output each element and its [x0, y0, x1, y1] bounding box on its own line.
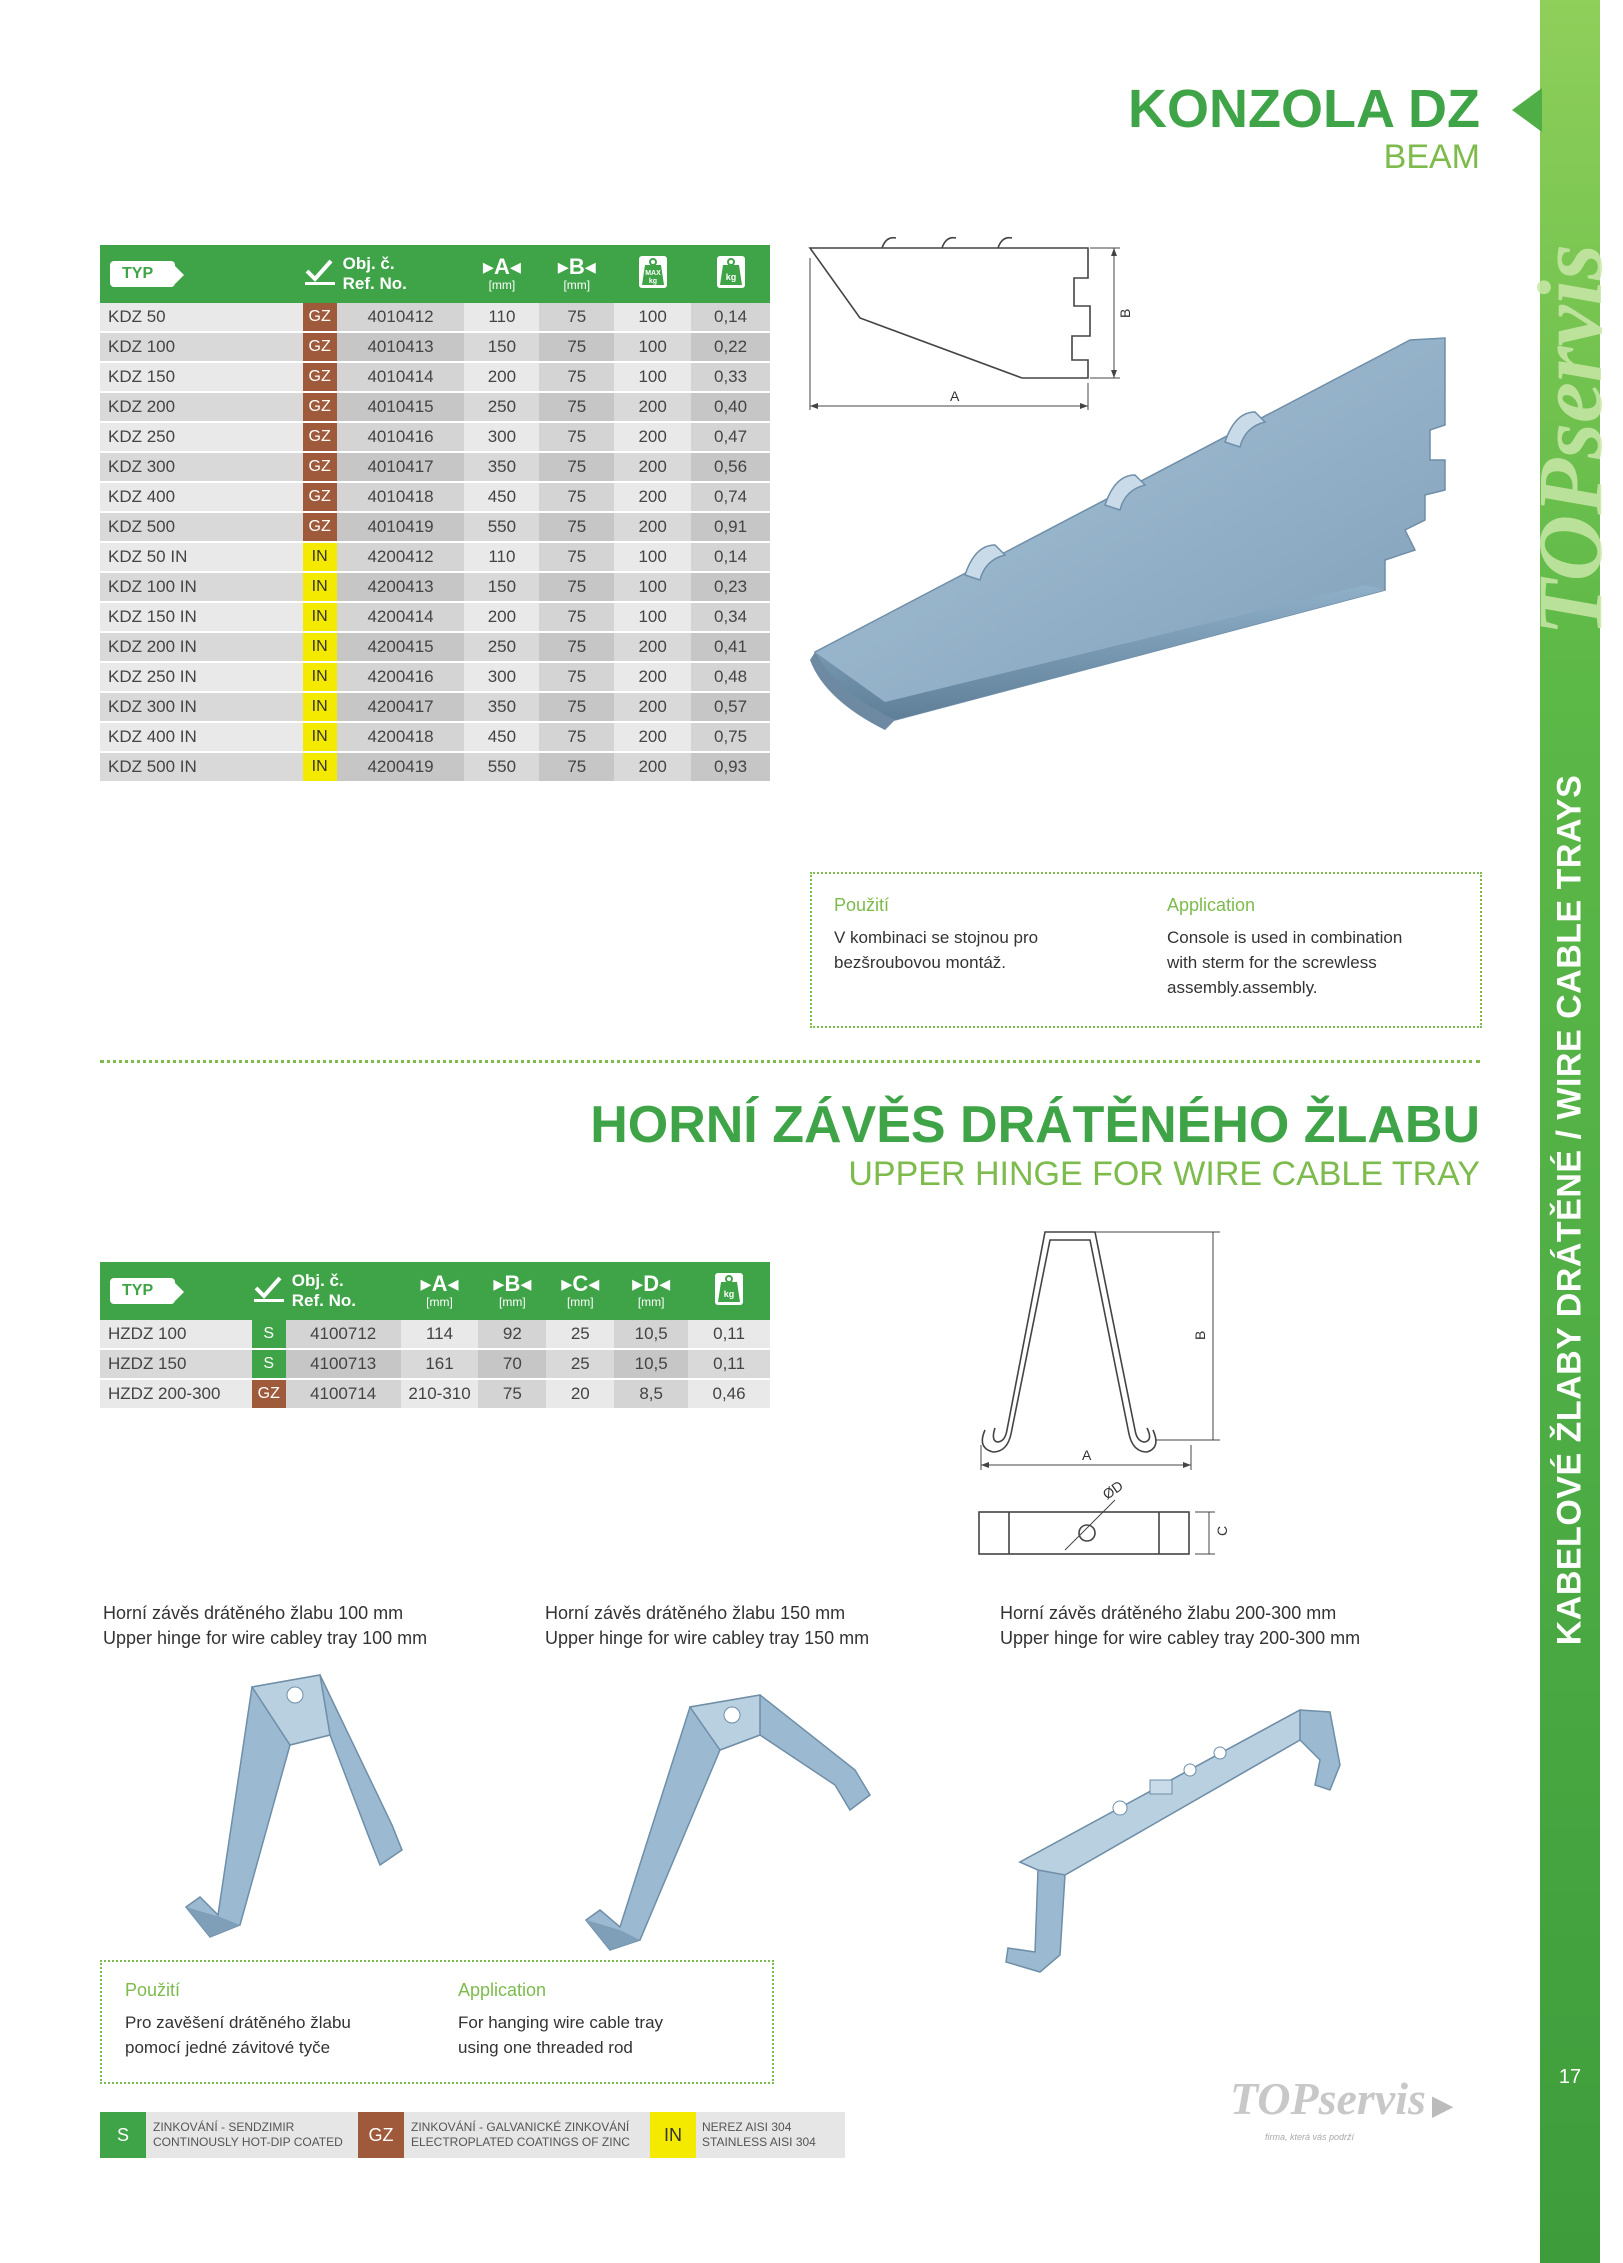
cell-kg: 0,34 [691, 602, 770, 632]
cell-ref: 4200417 [337, 692, 465, 722]
beam-application-text-en: Console is used in combination with sterm for the screwless assembly.assembly. [1167, 928, 1403, 997]
cell-a: 110 [464, 542, 539, 572]
arrow-left-icon: ◂ [588, 1271, 600, 1296]
header-dim-b: ▸B◂ [mm] [478, 1262, 546, 1320]
legend-text-gz: ZINKOVÁNÍ - GALVANICKÉ ZINKOVÁNÍ ELECTROPLATED COATINGS OF ZINC [411, 2120, 630, 2149]
cell-ref: 4010412 [337, 303, 465, 332]
cell-mat: GZ [303, 422, 337, 452]
cell-ref: 4010418 [337, 482, 465, 512]
cell-kg: 0,33 [691, 362, 770, 392]
cell-mat: GZ [303, 332, 337, 362]
cell-ref: 4010414 [337, 362, 465, 392]
cell-b: 75 [539, 452, 614, 482]
typ-badge: TYP [110, 261, 175, 287]
arrow-right-icon: ▸ [493, 1271, 505, 1296]
footer-tagline: firma, která vás podrží [1265, 2132, 1355, 2142]
header-dim-b: ▸B◂ [mm] [539, 245, 614, 303]
header-dim-c: ▸C◂ [mm] [546, 1262, 614, 1320]
cell-a: 250 [464, 632, 539, 662]
cell-max: 100 [614, 362, 691, 392]
cell-mat: IN [303, 662, 337, 692]
cell-mat: GZ [303, 482, 337, 512]
cell-typ: KDZ 250 [100, 422, 303, 452]
cell-mat: GZ [252, 1379, 286, 1409]
arrow-left-icon: ◂ [584, 254, 596, 279]
table-header-row [100, 1262, 770, 1320]
hinge-application-label-en: Application [458, 1980, 547, 2000]
cell-typ: KDZ 500 [100, 512, 303, 542]
caption-hinge-150: Horní závěs drátěného žlabu 150 mm Upper hinge for wire cabley tray 150 mm [545, 1603, 870, 1648]
header-typ [100, 245, 303, 303]
cell-max: 200 [614, 422, 691, 452]
hinge-200-300-product-image [1000, 1700, 1360, 1985]
section1-title: KONZOLA DZ [1128, 79, 1480, 139]
legend-swatch-gz: GZ [358, 2112, 404, 2158]
cell-kg: 0,11 [688, 1320, 770, 1349]
section2-title: HORNÍ ZÁVĚS DRÁTĚNÉHO ŽLABU [590, 1096, 1480, 1154]
cell-d: 8,5 [614, 1379, 688, 1409]
cell-max: 200 [614, 752, 691, 782]
cell-b: 75 [539, 662, 614, 692]
table-row [100, 572, 770, 602]
cell-a: 550 [464, 752, 539, 782]
cell-max: 100 [614, 332, 691, 362]
header-material [252, 1262, 286, 1320]
cell-kg: 0,41 [691, 632, 770, 662]
table-row [100, 1320, 770, 1349]
cell-mat: GZ [303, 452, 337, 482]
cell-ref: 4010416 [337, 422, 465, 452]
header-weight [691, 245, 770, 303]
cell-ref: 4010417 [337, 452, 465, 482]
weight-kg-icon [714, 1272, 744, 1306]
cell-ref: 4200413 [337, 572, 465, 602]
arrow-right-icon: ▸ [420, 1271, 432, 1296]
cell-ref: 4200416 [337, 662, 465, 692]
cell-b: 92 [478, 1320, 546, 1349]
cell-typ: KDZ 400 [100, 482, 303, 512]
header-material [303, 245, 337, 303]
table-row [100, 662, 770, 692]
cell-typ: KDZ 300 [100, 452, 303, 482]
cell-typ: KDZ 100 [100, 332, 303, 362]
table-row [100, 452, 770, 482]
cell-b: 75 [539, 572, 614, 602]
arrow-left-icon: ◂ [447, 1271, 459, 1296]
cell-b: 75 [539, 512, 614, 542]
cell-kg: 0,75 [691, 722, 770, 752]
cell-max: 100 [614, 303, 691, 332]
cell-ref: 4200414 [337, 602, 465, 632]
dim-label-b: B [1192, 1330, 1208, 1340]
weight-kg-icon [716, 255, 746, 289]
cell-max: 200 [614, 662, 691, 692]
cell-a: 450 [464, 482, 539, 512]
cell-mat: IN [303, 692, 337, 722]
cell-mat: IN [303, 572, 337, 602]
hinge-100-product-image [180, 1675, 410, 1955]
cell-a: 110 [464, 303, 539, 332]
cell-typ: KDZ 50 IN [100, 542, 303, 572]
table-row [100, 482, 770, 512]
cell-ref: 4200415 [337, 632, 465, 662]
footer-logo: TOPservis ▶ [1230, 2073, 1453, 2124]
dim-label-a: A [950, 388, 960, 404]
cell-mat: GZ [303, 303, 337, 332]
weight-max-icon [638, 255, 668, 289]
cell-mat: IN [303, 602, 337, 632]
legend-swatch-s: S [100, 2112, 146, 2158]
cell-kg: 0,56 [691, 452, 770, 482]
cell-max: 100 [614, 542, 691, 572]
cell-b: 75 [539, 602, 614, 632]
cell-max: 100 [614, 572, 691, 602]
cell-typ: KDZ 400 IN [100, 722, 303, 752]
table-row [100, 332, 770, 362]
dim-label-a: A [1082, 1447, 1092, 1463]
cell-d: 10,5 [614, 1349, 688, 1379]
cell-typ: KDZ 100 IN [100, 572, 303, 602]
svg-text:kg: kg [725, 271, 736, 282]
cell-kg: 0,14 [691, 303, 770, 332]
cell-mat: IN [303, 722, 337, 752]
cell-b: 75 [539, 692, 614, 722]
svg-text:kg: kg [723, 1288, 735, 1299]
caption-hinge-100: Horní závěs drátěného žlabu 100 mm Upper hinge for wire cabley tray 100 mm [103, 1603, 428, 1648]
cell-b: 75 [539, 362, 614, 392]
cell-typ: KDZ 150 IN [100, 602, 303, 632]
cell-kg: 0,46 [688, 1379, 770, 1409]
cell-typ: HZDZ 200-300 [100, 1379, 252, 1409]
cell-c: 20 [546, 1379, 614, 1409]
table-row [100, 542, 770, 572]
cell-max: 200 [614, 722, 691, 752]
dim-label-b: B [1117, 308, 1133, 318]
cell-typ: KDZ 50 [100, 303, 303, 332]
cell-b: 75 [539, 332, 614, 362]
table-row [100, 303, 770, 332]
hinge-application-text-en: For hanging wire cable tray using one threaded rod [458, 2013, 664, 2057]
hinge-application-text-cz: Pro zavěšení drátěného žlabu pomocí jedné závitové tyče [125, 2013, 351, 2057]
cell-kg: 0,47 [691, 422, 770, 452]
section-divider [100, 1060, 1480, 1063]
cell-kg: 0,22 [691, 332, 770, 362]
cell-max: 100 [614, 602, 691, 632]
table-row [100, 362, 770, 392]
cell-kg: 0,91 [691, 512, 770, 542]
cell-a: 350 [464, 692, 539, 722]
check-icon [303, 257, 337, 287]
header-ref: Obj. č. Ref. No. [286, 1262, 401, 1320]
dim-label-c: C [1214, 1525, 1230, 1536]
hinge-spec-table [100, 1262, 770, 1410]
cell-mat: GZ [303, 392, 337, 422]
cell-mat: IN [303, 542, 337, 572]
table-row [100, 392, 770, 422]
dim-label-d: ØD [1099, 1477, 1126, 1503]
arrow-right-icon: ▶ [1425, 2091, 1453, 2120]
header-dim-a: ▸A◂ [mm] [401, 1262, 479, 1320]
beam-product-image [805, 330, 1450, 760]
table-row [100, 692, 770, 722]
cell-max: 200 [614, 632, 691, 662]
cell-kg: 0,74 [691, 482, 770, 512]
cell-b: 75 [539, 722, 614, 752]
header-ref: Obj. č. Ref. No. [337, 245, 465, 303]
cell-a: 550 [464, 512, 539, 542]
cell-mat: IN [303, 752, 337, 782]
cell-typ: KDZ 200 [100, 392, 303, 422]
section2-subtitle: UPPER HINGE FOR WIRE CABLE TRAY [848, 1155, 1480, 1193]
table-row [100, 1349, 770, 1379]
cell-b: 75 [539, 392, 614, 422]
cell-d: 10,5 [614, 1320, 688, 1349]
cell-kg: 0,48 [691, 662, 770, 692]
cell-ref: 4010419 [337, 512, 465, 542]
cell-max: 200 [614, 452, 691, 482]
legend-text-in: NEREZ AISI 304 STAINLESS AISI 304 [702, 2120, 816, 2149]
section1-subtitle: BEAM [1383, 138, 1480, 176]
sidebar-notch [1512, 88, 1542, 132]
arrow-left-icon: ◂ [509, 254, 521, 279]
cell-max: 200 [614, 482, 691, 512]
cell-ref: 4010413 [337, 332, 465, 362]
cell-ref: 4100713 [286, 1349, 401, 1379]
cell-a: 300 [464, 422, 539, 452]
cell-kg: 0,23 [691, 572, 770, 602]
cell-typ: KDZ 250 IN [100, 662, 303, 692]
table-row [100, 752, 770, 782]
cell-a: 210-310 [401, 1379, 479, 1409]
cell-typ: HZDZ 150 [100, 1349, 252, 1379]
cell-a: 450 [464, 722, 539, 752]
typ-badge: TYP [110, 1278, 175, 1304]
cell-kg: 0,14 [691, 542, 770, 572]
cell-mat: GZ [303, 362, 337, 392]
table-header-row [100, 245, 770, 303]
header-max-load [614, 245, 691, 303]
cell-mat: IN [303, 632, 337, 662]
arrow-right-icon: ▸ [632, 1271, 644, 1296]
table-row [100, 422, 770, 452]
svg-text:kg: kg [648, 277, 657, 285]
beam-application-text-cz: V kombinaci se stojnou pro bezšroubovou montáž. [834, 928, 1039, 972]
page-number: 17 [1558, 2066, 1582, 2088]
header-dim-a: ▸A◂ [mm] [464, 245, 539, 303]
table-row [100, 602, 770, 632]
svg-text:MAX: MAX [644, 269, 661, 277]
arrow-left-icon: ◂ [520, 1271, 532, 1296]
check-icon [252, 1274, 286, 1304]
cell-typ: KDZ 200 IN [100, 632, 303, 662]
cell-mat: S [252, 1320, 286, 1349]
hinge-application-label-cz: Použití [125, 1980, 181, 2000]
cell-a: 114 [401, 1320, 479, 1349]
caption-hinge-200-300: Horní závěs drátěného žlabu 200-300 mm Upper hinge for wire cabley tray 200-300 mm [1000, 1603, 1361, 1648]
sidebar-brand-logo: TOPservis [1519, 244, 1621, 636]
cell-kg: 0,93 [691, 752, 770, 782]
cell-c: 25 [546, 1349, 614, 1379]
cell-b: 75 [539, 482, 614, 512]
sidebar-section-title: KABELOVÉ ŽLABY DRÁTĚNÉ / WIRE CABLE TRAYS [1550, 774, 1589, 1646]
beam-application-label-en: Application [1167, 895, 1256, 915]
cell-ref: 4010415 [337, 392, 465, 422]
material-legend [100, 2112, 845, 2158]
cell-max: 200 [614, 392, 691, 422]
cell-b: 70 [478, 1349, 546, 1379]
cell-b: 75 [539, 632, 614, 662]
arrow-right-icon: ▸ [561, 1271, 573, 1296]
header-dim-d: ▸D◂ [mm] [614, 1262, 688, 1320]
header-weight [688, 1262, 770, 1320]
cell-a: 300 [464, 662, 539, 692]
cell-ref: 4200419 [337, 752, 465, 782]
arrow-right-icon: ▸ [482, 254, 494, 279]
cell-kg: 0,11 [688, 1349, 770, 1379]
cell-ref: 4200418 [337, 722, 465, 752]
cell-kg: 0,57 [691, 692, 770, 722]
cell-a: 350 [464, 452, 539, 482]
beam-spec-table [100, 245, 770, 783]
cell-a: 150 [464, 572, 539, 602]
legend-text-s: ZINKOVÁNÍ - SENDZIMIR CONTINOUSLY HOT-DIP COATED [153, 2120, 343, 2149]
cell-a: 150 [464, 332, 539, 362]
cell-b: 75 [539, 542, 614, 572]
cell-max: 200 [614, 512, 691, 542]
header-typ [100, 1262, 252, 1320]
hinge-dimension-drawing [965, 1230, 1235, 1560]
cell-typ: KDZ 300 IN [100, 692, 303, 722]
cell-ref: 4100714 [286, 1379, 401, 1409]
cell-c: 25 [546, 1320, 614, 1349]
table-row [100, 632, 770, 662]
cell-b: 75 [539, 752, 614, 782]
table-row [100, 512, 770, 542]
cell-a: 250 [464, 392, 539, 422]
table-row [100, 1379, 770, 1409]
cell-max: 200 [614, 692, 691, 722]
legend-swatch-in: IN [650, 2112, 696, 2158]
cell-a: 200 [464, 602, 539, 632]
cell-a: 161 [401, 1349, 479, 1379]
table-row [100, 722, 770, 752]
cell-kg: 0,40 [691, 392, 770, 422]
cell-typ: HZDZ 100 [100, 1320, 252, 1349]
cell-ref: 4200412 [337, 542, 465, 572]
cell-b: 75 [478, 1379, 546, 1409]
cell-b: 75 [539, 422, 614, 452]
cell-mat: S [252, 1349, 286, 1379]
cell-typ: KDZ 500 IN [100, 752, 303, 782]
cell-typ: KDZ 150 [100, 362, 303, 392]
hinge-150-product-image [580, 1695, 880, 1960]
cell-b: 75 [539, 303, 614, 332]
cell-a: 200 [464, 362, 539, 392]
arrow-right-icon: ▸ [557, 254, 569, 279]
cell-ref: 4100712 [286, 1320, 401, 1349]
beam-application-label-cz: Použití [834, 895, 890, 915]
cell-mat: GZ [303, 512, 337, 542]
arrow-left-icon: ◂ [659, 1271, 671, 1296]
